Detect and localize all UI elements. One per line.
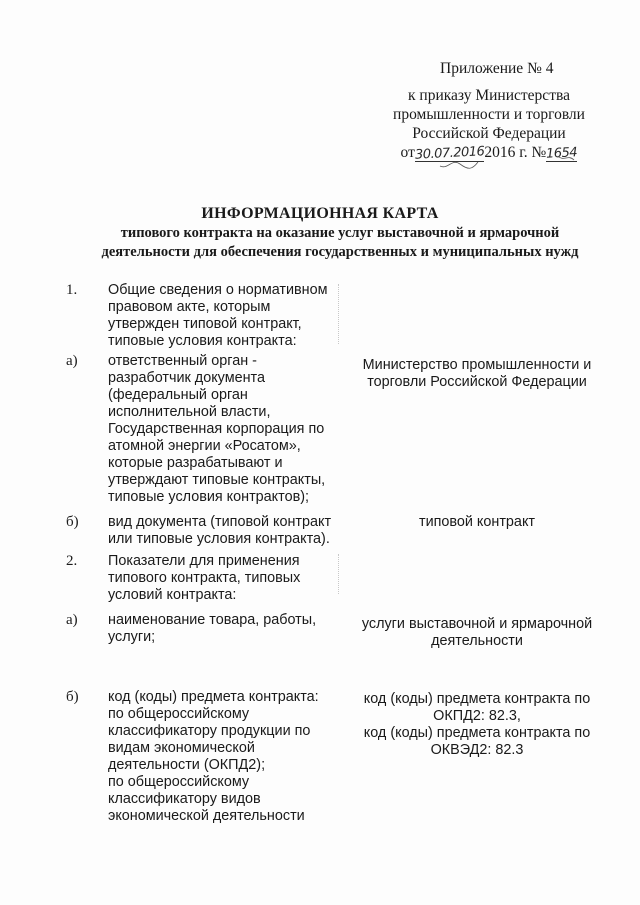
item-description — [108, 553, 336, 604]
text-line: деятельности (ОКПД2); — [108, 757, 266, 773]
item-value — [354, 691, 600, 759]
text-line: исполнительной власти, — [108, 404, 271, 420]
item-number: 2. — [66, 553, 78, 569]
text-line: деятельности — [431, 633, 523, 649]
item-number: а) — [66, 612, 78, 628]
text-line: атомной энергии «Росатом», — [108, 438, 301, 454]
text-line: типовой контракт — [418, 514, 535, 530]
item-value — [354, 514, 600, 531]
text-line: типовые условия контракта: — [108, 333, 297, 349]
item-description — [108, 282, 336, 350]
handwritten-number: 1654 — [545, 145, 578, 162]
text-line: наименование товара, работы, — [108, 612, 317, 628]
text-line: услуги выставочной и ярмарочной — [361, 616, 593, 632]
text-line: утверждают типовые контракты, — [108, 472, 326, 488]
appendix-label: Приложение № 4 — [440, 60, 554, 77]
item-value — [354, 616, 600, 650]
column-divider — [338, 554, 339, 594]
order-line-3: Российской Федерации — [412, 125, 566, 142]
text-line: торговли Российской Федерации — [367, 374, 587, 390]
text-line: утвержден типовой контракт, — [108, 316, 302, 332]
text-line: Общие сведения о нормативном — [108, 282, 328, 298]
text-line: классификатору видов — [108, 791, 261, 807]
text-line: ОКВЭД2: 82.3 — [430, 742, 524, 758]
text-line: правовом акте, которым — [108, 299, 271, 315]
text-line: или типовые условия контракта). — [108, 531, 330, 547]
text-line: по общероссийскому — [108, 706, 250, 722]
document-subtitle — [70, 224, 610, 262]
text-line: разработчик документа — [108, 370, 265, 386]
text-line: код (коды) предмета контракта по — [363, 691, 591, 707]
column-divider — [338, 284, 339, 344]
subtitle-line-1: типового контракта на оказание услуг выставочной и ярмарочной — [120, 225, 560, 241]
text-line: типовые условия контрактов); — [108, 489, 310, 505]
item-description — [108, 612, 336, 646]
order-line-2: промышленности и торговли — [393, 106, 585, 123]
handwriting-flourish-icon — [438, 152, 578, 172]
document-title: ИНФОРМАЦИОННАЯ КАРТА — [201, 205, 439, 222]
text-line: код (коды) предмета контракта: — [108, 689, 319, 705]
text-line: ОКПД2: 82.3, — [433, 708, 521, 724]
item-description — [108, 514, 336, 548]
date-prefix: от — [400, 144, 415, 161]
item-description — [108, 689, 336, 825]
order-line-1: к приказу Министерства — [408, 87, 570, 104]
item-description — [108, 353, 336, 506]
item-number: б) — [66, 689, 79, 705]
text-line: видам экономической — [108, 740, 255, 756]
item-number: а) — [66, 353, 78, 369]
text-line: классификатору продукции по — [108, 723, 311, 739]
text-line: экономической деятельности — [108, 808, 305, 824]
item-number: б) — [66, 514, 79, 530]
text-line: Государственная корпорация по — [108, 421, 325, 437]
text-line: по общероссийскому — [108, 774, 250, 790]
text-line: услуги; — [108, 629, 156, 645]
text-line: типового контракта, типовых — [108, 570, 301, 586]
text-line: вид документа (типовой контракт — [108, 514, 332, 530]
item-value — [354, 357, 600, 391]
text-line: которые разрабатывают и — [108, 455, 283, 471]
text-line: Министерство промышленности и — [362, 357, 592, 373]
handwritten-date: 30.07.2016 — [414, 144, 485, 163]
text-line: условий контракта: — [108, 587, 237, 603]
subtitle-line-2: деятельности для обеспечения государственных и муниципальных нужд — [101, 244, 579, 260]
text-line: код (коды) предмета контракта по — [363, 725, 591, 741]
item-number: 1. — [66, 282, 78, 298]
text-line: Показатели для применения — [108, 553, 300, 569]
text-line: ответственный орган - — [108, 353, 257, 369]
text-line: (федеральный орган — [108, 387, 248, 403]
date-suffix: 2016 г. № — [484, 144, 547, 161]
